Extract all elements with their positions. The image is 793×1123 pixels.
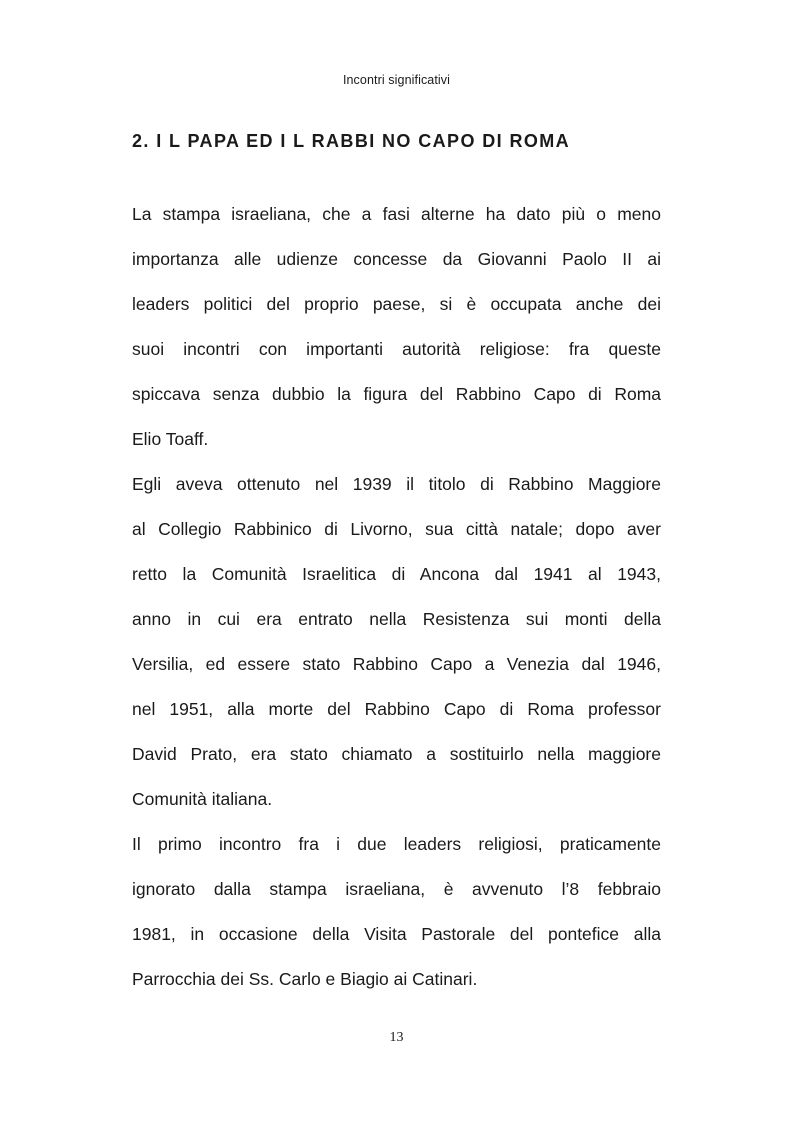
paragraph-3 bbox=[132, 822, 661, 1002]
text-line: leaders politici del proprio paese, si è occupata anche dei bbox=[132, 294, 661, 314]
page-number: 13 bbox=[389, 1030, 404, 1045]
text-line: nel 1951, alla morte del Rabbino Capo di Roma professor bbox=[132, 699, 661, 719]
paragraph-2 bbox=[132, 462, 661, 822]
text-line: Versilia, ed essere stato Rabbino Capo a Venezia dal 1946, bbox=[132, 654, 661, 674]
text-line: importanza alle udienze concesse da Giovanni Paolo II ai bbox=[132, 249, 661, 269]
paragraph-1 bbox=[132, 192, 661, 462]
section-heading: 2. I L PAPA ED I L RABBI NO CAPO DI ROMA bbox=[132, 131, 571, 151]
text-line: Il primo incontro fra i due leaders religiosi, praticamente bbox=[132, 834, 661, 854]
text-line: David Prato, era stato chiamato a sostituirlo nella maggiore bbox=[132, 744, 661, 764]
text-line: anno in cui era entrato nella Resistenza sui monti della bbox=[132, 609, 661, 629]
body-text bbox=[132, 192, 661, 1002]
text-line: 1981, in occasione della Visita Pastorale del pontefice alla bbox=[132, 924, 661, 944]
text-line: La stampa israeliana, che a fasi alterne ha dato più o meno bbox=[132, 204, 661, 224]
text-line: Elio Toaff. bbox=[132, 429, 209, 449]
text-line: Comunità italiana. bbox=[132, 789, 273, 809]
text-line: retto la Comunità Israelitica di Ancona dal 1941 al 1943, bbox=[132, 564, 661, 584]
text-line: ignorato dalla stampa israeliana, è avvenuto l’8 febbraio bbox=[132, 879, 661, 899]
text-line: al Collegio Rabbinico di Livorno, sua città natale; dopo aver bbox=[132, 519, 661, 539]
text-line: spiccava senza dubbio la figura del Rabbino Capo di Roma bbox=[132, 384, 661, 404]
text-line: Egli aveva ottenuto nel 1939 il titolo di Rabbino Maggiore bbox=[132, 474, 661, 494]
text-line: suoi incontri con importanti autorità religiose: fra queste bbox=[132, 339, 661, 359]
text-line: Parrocchia dei Ss. Carlo e Biagio ai Catinari. bbox=[132, 969, 478, 989]
running-header: Incontri significativi bbox=[342, 73, 451, 87]
